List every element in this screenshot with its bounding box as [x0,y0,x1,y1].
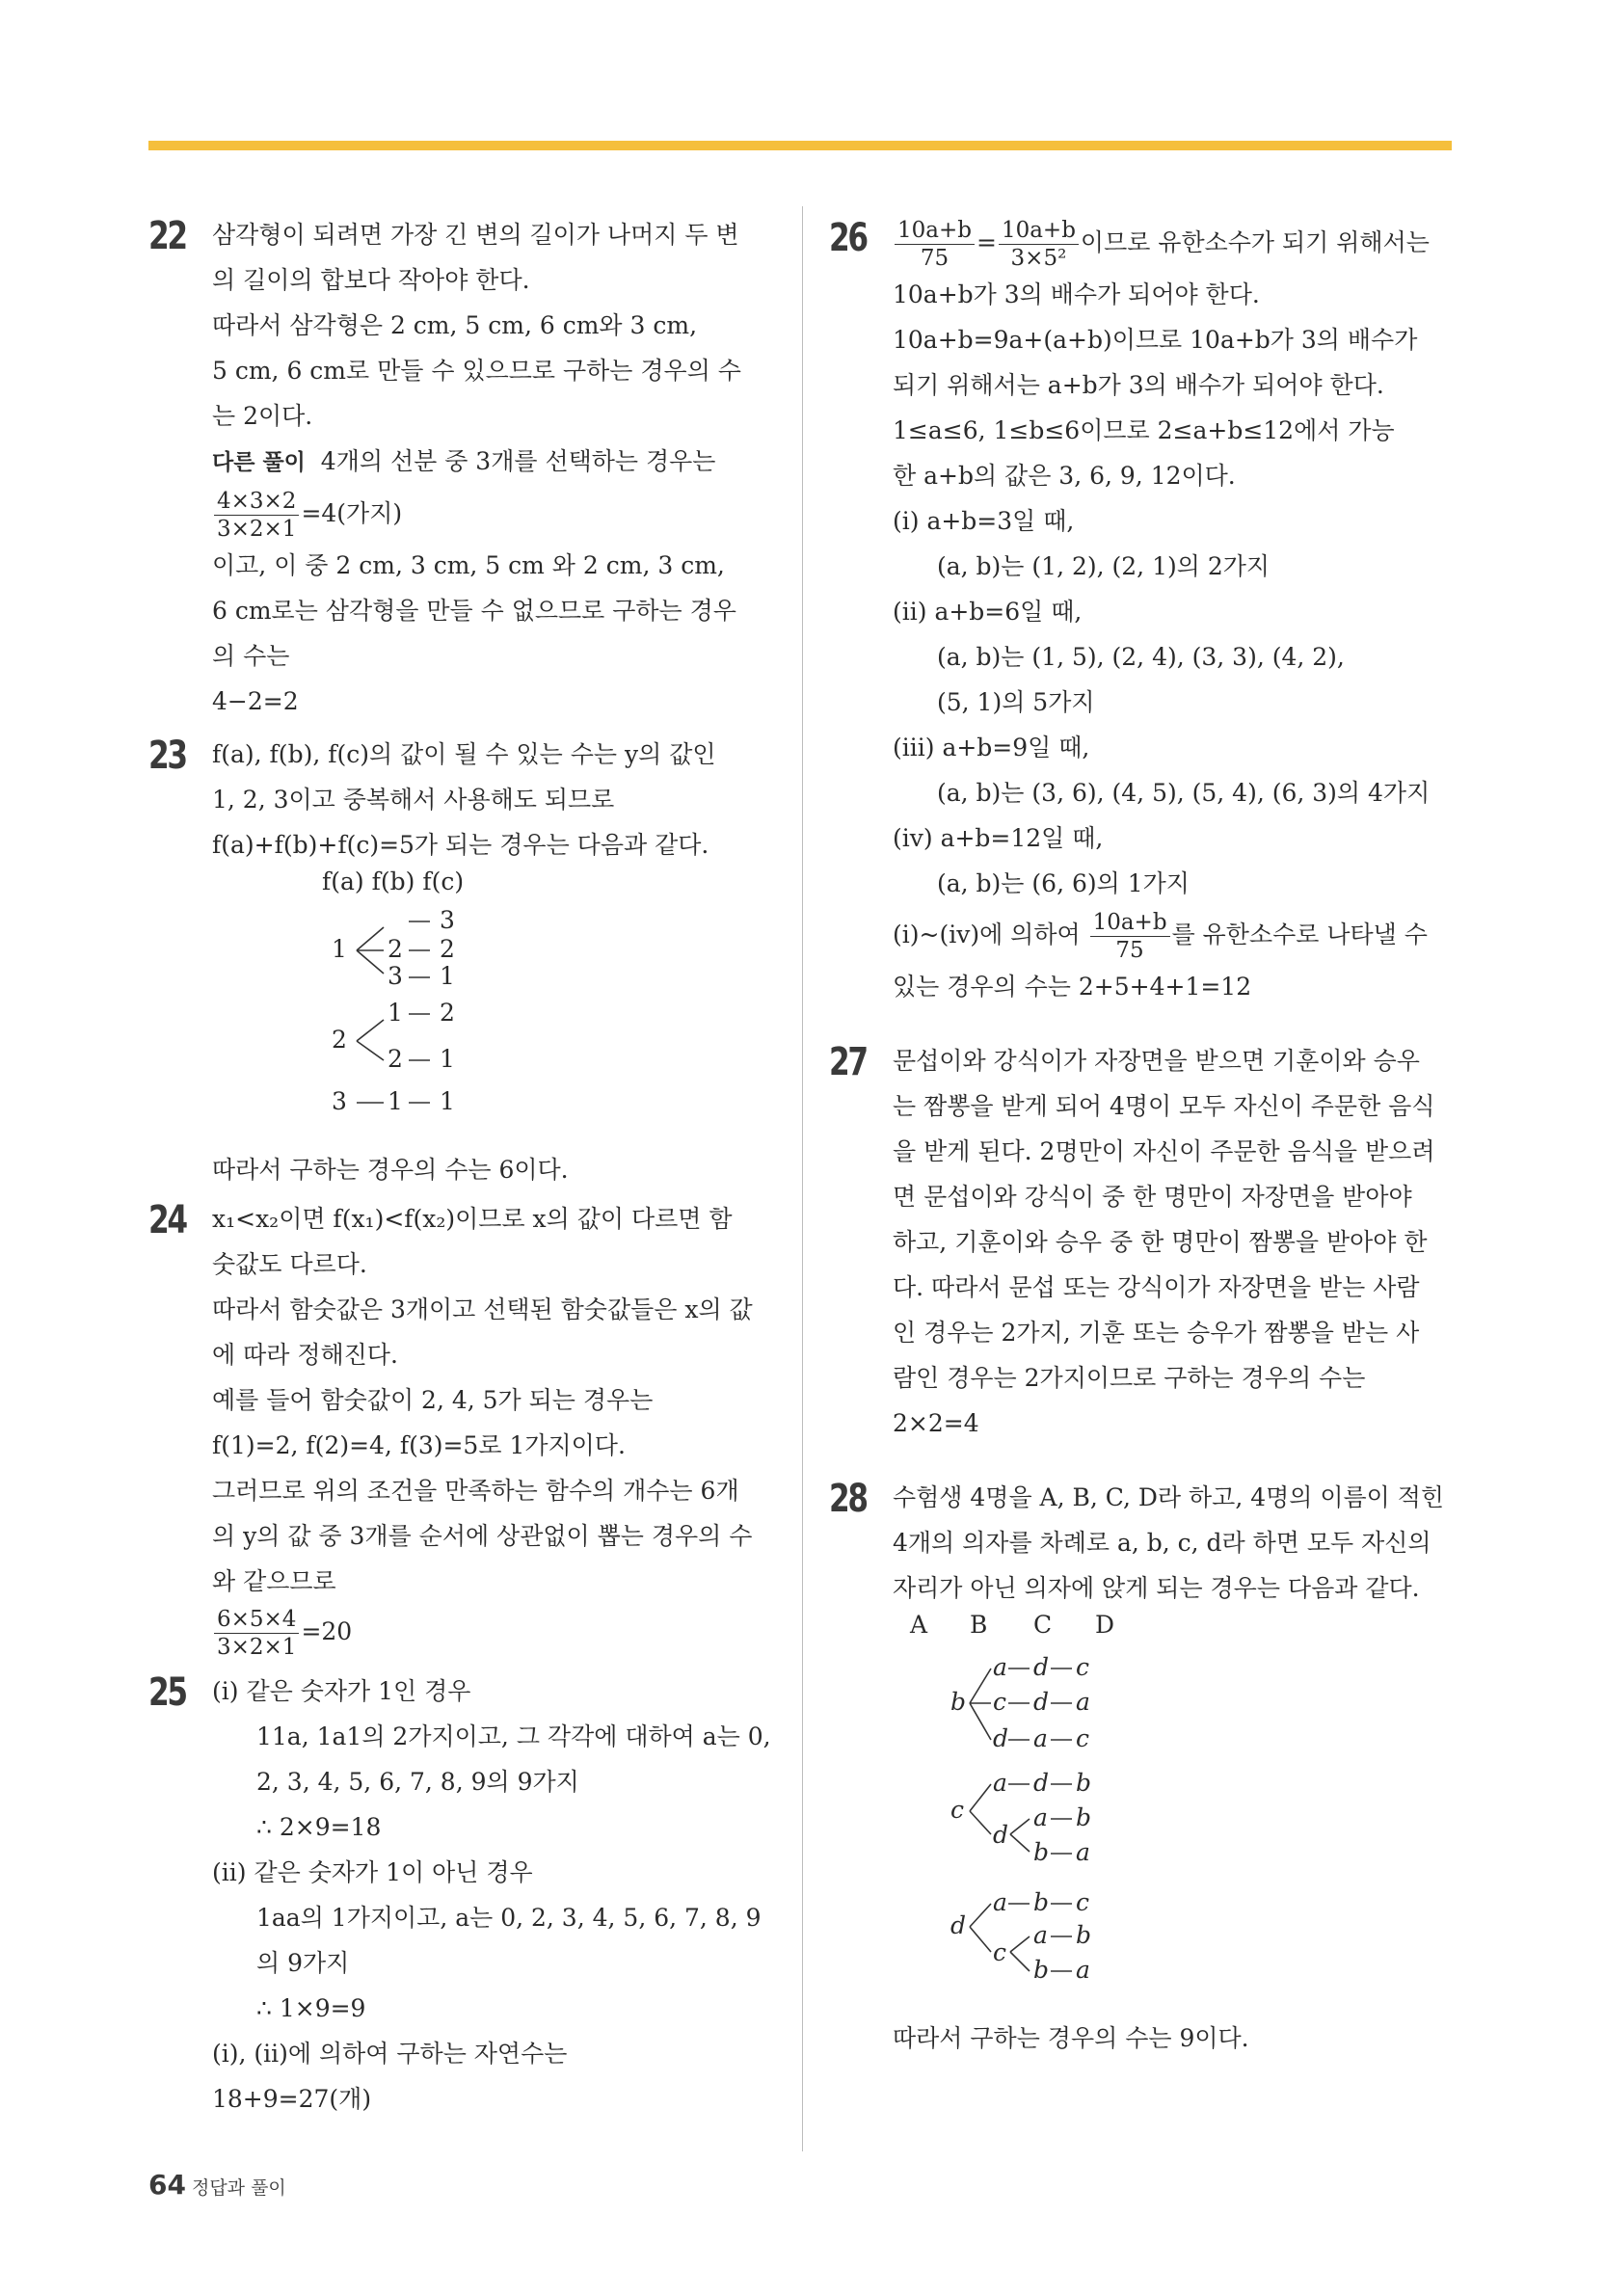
tree-node: d [993,1724,1009,1752]
fraction-numerator: 10a+b [895,217,975,245]
text-line: (a, b)는 (1, 2), (2, 1)의 2가지 [937,552,1271,580]
text-line: 예를 들어 함숫값이 2, 4, 5가 되는 경우는 [212,1386,654,1414]
text-line: 2, 3, 4, 5, 6, 7, 8, 9의 9가지 [256,1768,579,1796]
tree-diagram [893,1611,1465,2054]
problem-number: 25 [148,1670,186,1715]
text-line: 을 받게 된다. 2명만이 자신이 주문한 음식을 받으려 [893,1137,1435,1165]
text-line: 11a, 1a1의 2가지이고, 그 각각에 대하여 a는 0, [256,1722,771,1750]
problem-number: 24 [148,1198,186,1242]
tree-node: c [993,1688,1007,1716]
text-line: 다. 따라서 문섭 또는 강식이가 자장면을 받는 사람 [893,1273,1420,1301]
text-line: (a, b)는 (3, 6), (4, 5), (5, 4), (6, 3)의 4가지 [937,779,1431,807]
tree-node: 2 [440,999,455,1027]
tree-node: 1 [388,999,403,1027]
text-line: 10a+b가 3의 배수가 되어야 한다. [893,280,1260,308]
text-line: 와 같으므로 [212,1567,336,1595]
problem-number: 23 [148,734,186,778]
page-footer [148,2169,286,2201]
text-line: (ii) 같은 숫자가 1이 아닌 경우 [212,1858,533,1886]
fraction [895,217,975,272]
tree-node: b [950,1688,967,1716]
text-line: (i), (ii)에 의하여 구하는 자연수는 [212,2040,568,2068]
fraction-numerator: 10a+b [1090,909,1170,937]
text-line: x₁<x₂이면 f(x₁)<f(x₂)이므로 x의 값이 다르면 함 [212,1205,733,1233]
text-line: 2×2=4 [893,1409,979,1437]
text-line: 에 따라 정해진다. [212,1341,398,1369]
tree-lines [893,1611,1394,2054]
fraction-line [893,214,1465,272]
tree-node: d [1033,1688,1050,1716]
text-span: =20 [301,1617,353,1645]
text-span: (i)~(iv)에 의하여 [893,921,1081,948]
text-line: (ii) a+b=6일 때, [893,598,1083,626]
fraction-line [212,1604,775,1661]
text-line: 람인 경우는 2가지이므로 구하는 경우의 수는 [893,1364,1366,1392]
tree-node: 3 [332,1087,347,1115]
column-header: D [1095,1611,1115,1639]
text-line: 자리가 아닌 의자에 앉게 되는 경우는 다음과 같다. [893,1574,1420,1602]
left-column [148,212,775,2122]
tree-node: 3 [440,906,455,934]
text-line: 의 9가지 [256,1949,350,1977]
text-line: 있는 경우의 수는 2+5+4+1=12 [893,973,1252,1001]
text-span: = [976,228,997,256]
text-line: ∴ 2×9=18 [256,1813,382,1841]
fraction-denominator: 75 [1115,938,1144,963]
tree-node: c [950,1796,965,1824]
tree-node: a [993,1653,1007,1681]
footer-label: 정답과 풀이 [191,2177,286,2199]
text-line: 그러므로 위의 조건을 만족하는 함수의 개수는 6개 [212,1477,739,1505]
fraction-numerator: 6×5×4 [214,1606,299,1634]
fraction [214,1606,299,1661]
tree-node: d [1033,1653,1050,1681]
text-line: 6 cm로는 삼각형을 만들 수 없으므로 구하는 경우 [212,597,736,625]
text-line: (iii) a+b=9일 때, [893,734,1090,761]
text-span: 를 유한소수로 나타낼 수 [1171,921,1428,948]
text-line: 따라서 구하는 경우의 수는 9이다. [893,2024,1249,2052]
text-line: 18+9=27(개) [212,2085,372,2113]
problem-23 [148,732,775,1192]
text-line: 따라서 함숫값은 3개이고 선택된 함숫값들은 x의 값 [212,1295,753,1323]
tree-node: b [1076,1921,1092,1949]
text-line: 이고, 이 중 2 cm, 3 cm, 5 cm 와 2 cm, 3 cm, [212,551,725,579]
text-line: f(1)=2, f(2)=4, f(3)=5로 1가지이다. [212,1431,626,1459]
problem-number: 26 [829,216,867,260]
text-line: 인 경우는 2가지, 기훈 또는 승우가 짬뽕을 받는 사 [893,1319,1420,1347]
text-line: 삼각형이 되려면 가장 긴 변의 길이가 나머지 두 변 [212,221,739,249]
tree-node: c [993,1938,1007,1966]
text-span: 이므로 유한소수가 되기 위해서는 [1080,228,1430,256]
right-column [829,214,1465,2061]
text-line: 10a+b=9a+(a+b)이므로 10a+b가 3의 배수가 [893,326,1418,354]
tree-node: 1 [440,1045,455,1073]
problem-22 [148,212,775,724]
tree-node: c [1076,1888,1090,1916]
column-header: A [910,1611,928,1639]
tree-node: 2 [332,1026,347,1054]
text-line: (a, b)는 (6, 6)의 1가지 [937,869,1190,897]
text-line: 숫값도 다르다. [212,1250,367,1278]
text-line: (iv) a+b=12일 때, [893,824,1104,852]
problem-25 [148,1669,775,2122]
tree-node: d [1033,1769,1050,1797]
tree-node: a [1076,1688,1090,1716]
tree-node: a [1033,1803,1048,1831]
tree-node: d [993,1821,1009,1849]
fraction-denominator: 3×2×1 [217,1635,297,1660]
text-line: 4개의 의자를 차례로 a, b, c, d라 하면 모두 자신의 [893,1529,1431,1557]
tree-node: a [993,1769,1007,1797]
tree-node: a [1076,1956,1090,1984]
text-line: 1≤a≤6, 1≤b≤6이므로 2≤a+b≤12에서 가능 [893,416,1395,444]
text-line: f(a)+f(b)+f(c)=5가 되는 경우는 다음과 같다. [212,831,709,859]
tree-node: 1 [440,962,455,990]
tree-node: 2 [440,935,455,963]
tree-node: d [950,1911,967,1939]
tree-diagram [212,868,775,1147]
tree-node: 1 [440,1087,455,1115]
fraction-numerator: 10a+b [999,217,1079,245]
text-line: 의 y의 값 중 3개를 순서에 상관없이 뽑는 경우의 수 [212,1522,753,1550]
text-line: 한 a+b의 값은 3, 6, 9, 12이다. [893,462,1236,490]
tree-node: c [1076,1724,1090,1752]
column-header: B [970,1611,988,1639]
tree-node: b [1033,1888,1050,1916]
problem-26 [829,214,1465,1009]
text-line: 따라서 구하는 경우의 수는 6이다. [212,1156,569,1184]
text-line: 하고, 기훈이와 승우 중 한 명만이 짬뽕을 받아야 한 [893,1228,1428,1256]
text-line: 문섭이와 강식이가 자장면을 받으면 기훈이와 승우 [893,1047,1420,1075]
text-span: 4개의 선분 중 3개를 선택하는 경우는 [320,447,716,475]
tree-node: a [1033,1724,1048,1752]
fraction-line [893,906,1465,964]
fraction [214,488,299,543]
tree-node: b [1076,1803,1092,1831]
problem-number: 28 [829,1477,867,1521]
tree-node: a [1033,1921,1048,1949]
fraction-denominator: 75 [920,246,950,271]
problem-27 [829,1038,1465,1446]
text-line: 5 cm, 6 cm로 만들 수 있으므로 구하는 경우의 수 [212,357,741,385]
text-line: 는 짬뽕을 받게 되어 4명이 모두 자신이 주문한 음식 [893,1092,1435,1120]
fraction [999,217,1079,272]
text-line: (5, 1)의 5가지 [937,688,1095,716]
alt-solution-label: 다른 풀이 [212,450,306,475]
tree-node: c [1076,1653,1090,1681]
text-line: 의 수는 [212,642,290,670]
tree-node: a [993,1888,1007,1916]
text-line: 1, 2, 3이고 중복해서 사용해도 되므로 [212,786,615,814]
text-line: 되기 위해서는 a+b가 3의 배수가 되어야 한다. [893,371,1384,399]
fraction-numerator: 4×3×2 [214,488,299,516]
column-header: C [1033,1611,1053,1639]
text-line [212,439,775,486]
tree-node: 3 [388,962,403,990]
problem-number: 22 [148,214,186,258]
text-line: f(a), f(b), f(c)의 값이 될 수 있는 수는 y의 값인 [212,740,716,768]
text-line: 의 길이의 합보다 작아야 한다. [212,266,530,294]
text-line: (i) 같은 숫자가 1인 경우 [212,1677,471,1705]
problem-24 [148,1196,775,1661]
fraction-denominator: 3×2×1 [217,517,297,542]
text-line: 면 문섭이와 강식이 중 한 명만이 자장면을 받아야 [893,1183,1412,1211]
tree-node: b [1033,1956,1050,1984]
fraction-line [212,486,775,543]
text-line: 는 2이다. [212,402,313,430]
tree-node: a [1076,1838,1090,1866]
text-span: =4(가지) [301,499,403,527]
tree-node: b [1033,1838,1050,1866]
column-divider [802,206,803,2151]
column-header: f(a) f(b) f(c) [322,868,465,895]
text-line: 수험생 4명을 A, B, C, D라 하고, 4명의 이름이 적힌 [893,1483,1445,1511]
tree-node: b [1076,1769,1092,1797]
top-accent-bar [148,141,1452,150]
text-line: ∴ 1×9=9 [256,1994,366,2022]
tree-node: 1 [388,1087,403,1115]
text-line: 따라서 삼각형은 2 cm, 5 cm, 6 cm와 3 cm, [212,311,698,339]
tree-node: 2 [388,1045,403,1073]
tree-node: 2 [388,935,403,963]
fraction-denominator: 3×5² [1010,246,1067,271]
text-line: 4−2=2 [212,687,299,715]
text-line: 1aa의 1가지이고, a는 0, 2, 3, 4, 5, 6, 7, 8, 9 [256,1904,762,1932]
text-line: (i) a+b=3일 때, [893,507,1075,535]
fraction [1090,909,1170,964]
problem-number: 27 [829,1040,867,1084]
problem-28 [829,1475,1465,2061]
text-line: (a, b)는 (1, 5), (2, 4), (3, 3), (4, 2), [937,643,1345,671]
tree-node: 1 [332,935,347,963]
page-number: 64 [148,2169,186,2201]
